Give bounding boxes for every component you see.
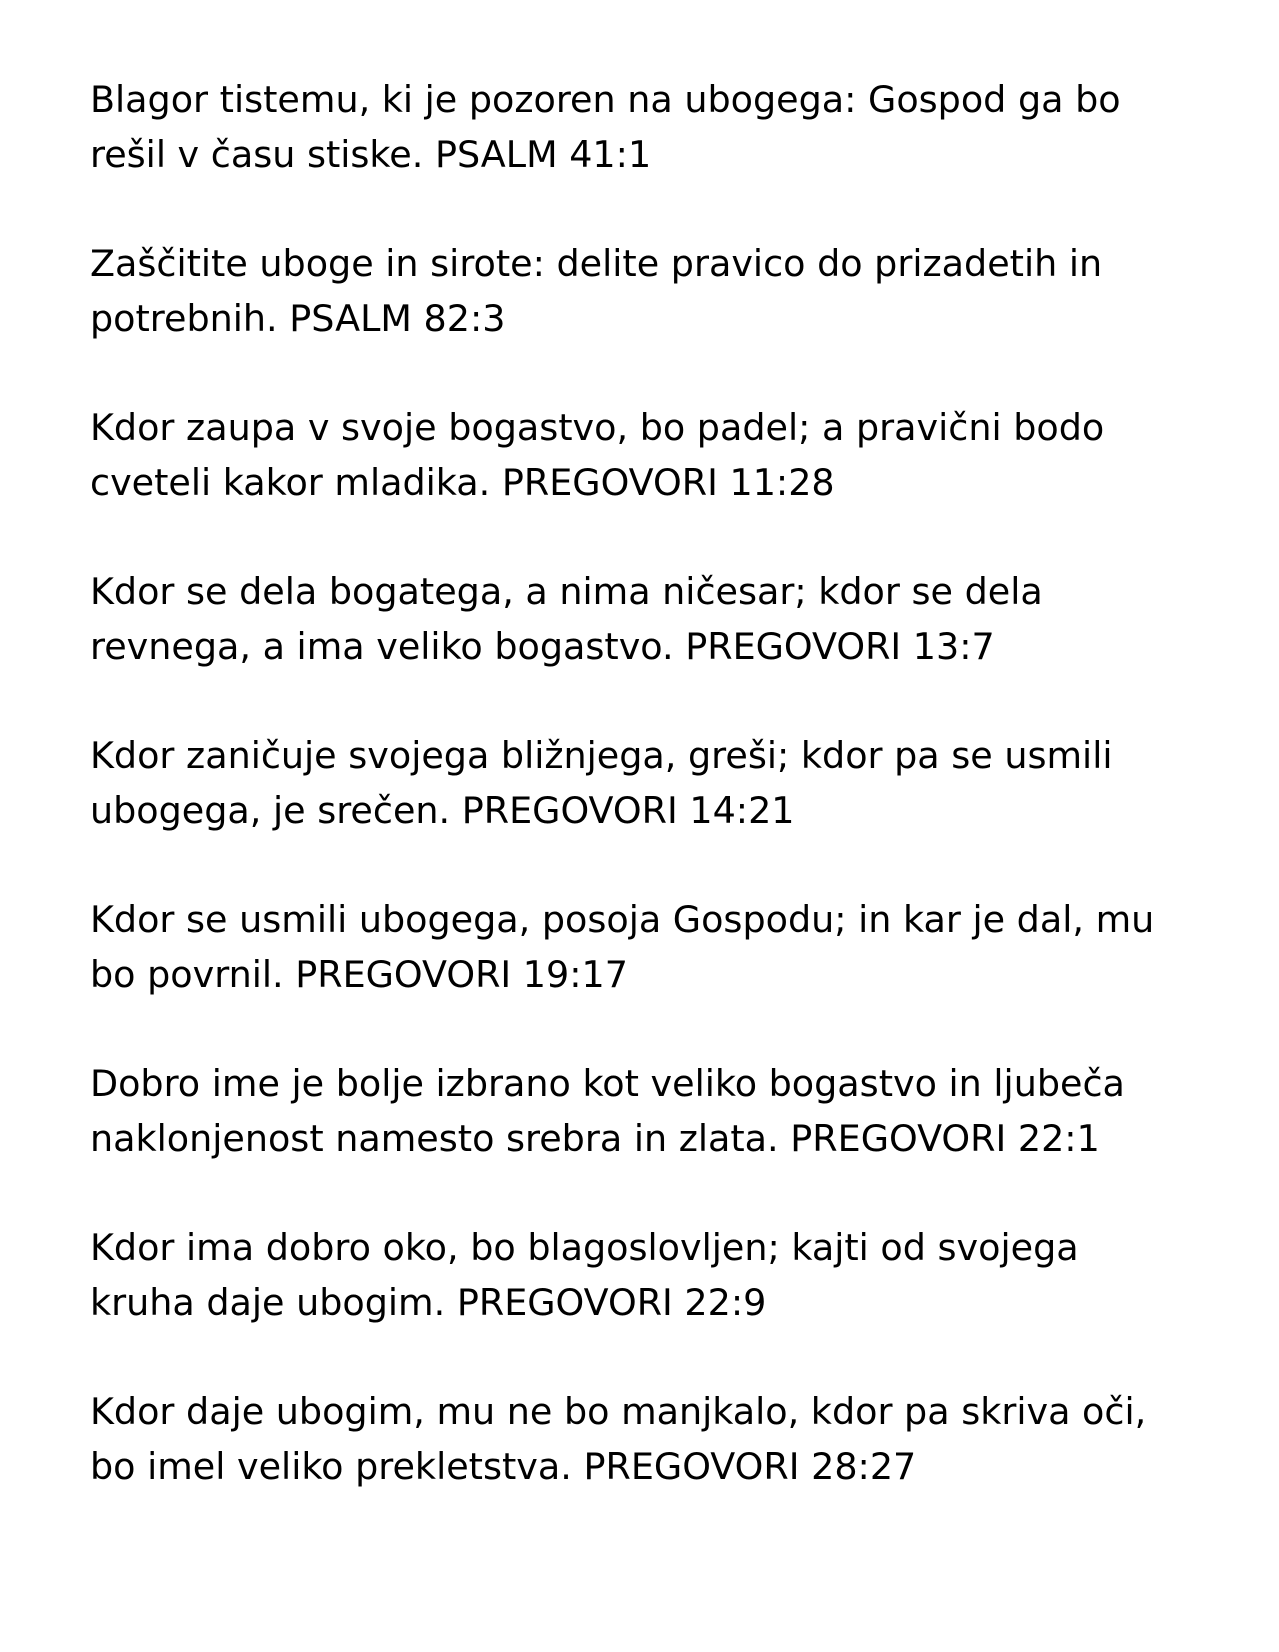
verse-text: Kdor zaničuje svojega bližnjega, greši; kdor pa se usmili ubogega, je srečen.	[90, 734, 1113, 832]
verse-text: Kdor ima dobro oko, bo blagoslovljen; kajti od svojega kruha daje ubogim.	[90, 1226, 1079, 1324]
verse-text: Kdor zaupa v svoje bogastvo, bo padel; a pravični bodo cveteli kakor mladika.	[90, 406, 1105, 504]
verse-paragraph	[90, 72, 1189, 182]
verse-reference: PREGOVORI 28:27	[583, 1445, 917, 1488]
verse-reference: PREGOVORI 19:17	[295, 953, 628, 996]
verse-reference: PSALM 82:3	[289, 297, 506, 340]
verse-reference: PREGOVORI 22:1	[790, 1117, 1100, 1160]
verse-text: Dobro ime je bolje izbrano kot veliko bogastvo in ljubeča naklonjenost namesto srebra in zlata.	[90, 1062, 1125, 1160]
verse-paragraph	[90, 1056, 1189, 1166]
verse-paragraph	[90, 236, 1189, 346]
verse-reference: PSALM 41:1	[434, 133, 652, 176]
verse-text: Kdor daje ubogim, mu ne bo manjkalo, kdor pa skriva oči, bo imel veliko prekletstva.	[90, 1390, 1147, 1488]
verse-text: Kdor se dela bogatega, a nima ničesar; kdor se dela revnega, a ima veliko bogastvo.	[90, 570, 1043, 668]
verse-text: Blagor tistemu, ki je pozoren na ubogega: Gospod ga bo rešil v času stiske.	[90, 78, 1121, 176]
verse-paragraph	[90, 1384, 1189, 1494]
verse-reference: PREGOVORI 13:7	[685, 625, 995, 668]
verse-paragraph	[90, 564, 1189, 674]
verse-reference: PREGOVORI 14:21	[461, 789, 795, 832]
verse-reference: PREGOVORI 11:28	[501, 461, 835, 504]
verse-reference: PREGOVORI 22:9	[456, 1281, 767, 1324]
verse-paragraph	[90, 1220, 1189, 1330]
verse-paragraph	[90, 892, 1189, 1002]
verse-text: Zaščitite uboge in sirote: delite pravico do prizadetih in potrebnih.	[90, 242, 1103, 340]
verse-text: Kdor se usmili ubogega, posoja Gospodu; in kar je dal, mu bo povrnil.	[90, 898, 1155, 996]
verse-paragraph	[90, 400, 1189, 510]
verse-paragraph	[90, 728, 1189, 838]
